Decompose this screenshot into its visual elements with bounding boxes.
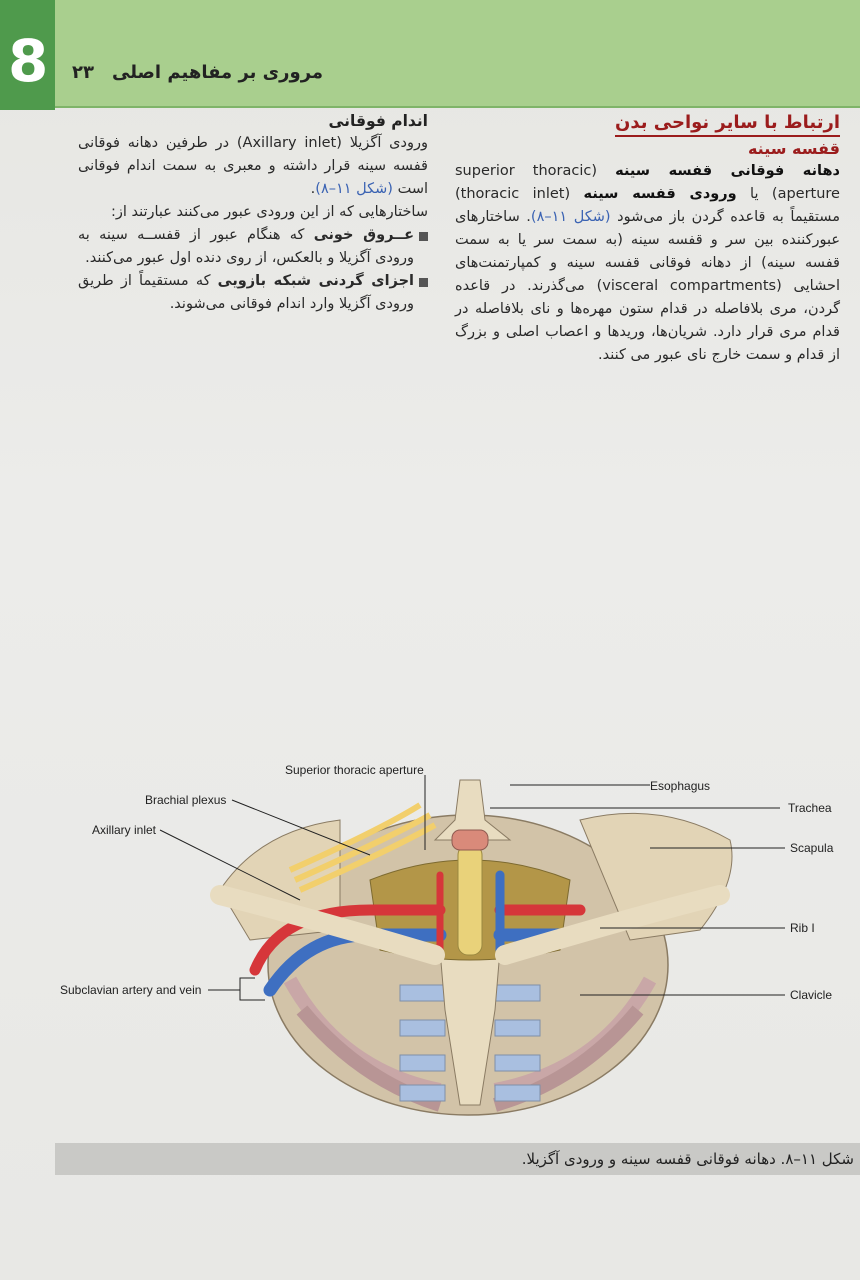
thoracic-aperture-figure xyxy=(40,760,860,1130)
subsection-title-thorax: قفسه سینه xyxy=(747,139,840,158)
label-axillary-inlet: Axillary inlet xyxy=(92,823,157,837)
thorax-paragraph: دهانه فوقانی قفسه سینه (superior thoracic aperture) یا ورودی قفسه سینه (thoracic inlet) مستقیماً به قاعده گردن باز می‌شود (شکل ۱۱–۸). ساختارهای عبورکننده بین سر و قفسه سینه (به سمت سر یا به سمت قفسه سینه) از دهانه فوقانی قفسه سینه و کمپارتمنت‌های احشایی (visceral compartments) می‌گذرند. در قاعده گردن، مری بلافاصله در قدام ستون مهره‌ها و نای بلافاصله در قدام مری قرار دارد. شریان‌ها، وریدها و اعصاب اصلی و بزرگ از قدام و سمت خارج نای عبور می کنند. xyxy=(455,163,840,363)
figure-reference[interactable]: (شکل ۱۱–۸) xyxy=(530,209,611,225)
running-head xyxy=(72,62,323,83)
header-band xyxy=(55,0,860,106)
figure-reference[interactable]: (شکل ۱۱–۸) xyxy=(315,181,393,197)
left-column xyxy=(78,112,428,316)
right-column xyxy=(455,112,840,367)
upper-limb-paragraph: ورودی آگزیلا (Axillary inlet) در طرفین دهانه فوقانی قفسه سینه قرار داشته و معبری به سمت اندام فوقانی است (شکل ۱۱–۸). xyxy=(78,135,428,197)
label-trachea: Trachea xyxy=(788,801,832,815)
esophagus xyxy=(452,830,488,850)
label-brachial-plexus: Brachial plexus xyxy=(145,793,227,807)
label-subclavian-artery-vein: Subclavian artery and vein xyxy=(60,983,202,997)
page-number: ۲۳ xyxy=(72,62,94,83)
trachea xyxy=(458,845,482,955)
subsection-title-upper-limb: اندام فوقانی xyxy=(328,112,428,130)
label-superior-thoracic-aperture: Superior thoracic aperture xyxy=(285,763,424,777)
figure-caption: شکل ۱۱–۸. دهانه فوقانی قفسه سینه و ورودی آگزیلا. xyxy=(521,1150,854,1168)
label-clavicle: Clavicle xyxy=(790,988,833,1002)
header-divider xyxy=(55,106,860,108)
label-scapula: Scapula xyxy=(790,841,834,855)
section-title: ارتباط با سایر نواحی بدن xyxy=(455,112,840,133)
running-title: مروری بر مفاهیم اصلی xyxy=(111,62,324,83)
label-rib-i: Rib I xyxy=(790,921,815,935)
list-item: عــروق خونی که هنگام عبور از قفســه سینه به ورودی آگزیلا و بالعکس، از روی دنده اول عبور می‌کنند. xyxy=(78,224,428,270)
chapter-tab xyxy=(0,0,55,110)
structures-intro: ساختارهایی که از این ورودی عبور می‌کنند عبارتند از: xyxy=(110,204,428,220)
chapter-number: 8 xyxy=(8,27,49,95)
label-esophagus: Esophagus xyxy=(650,779,711,793)
figure-caption-bar xyxy=(55,1143,860,1175)
list-item: اجزای گردنی شبکه بازویی که مستقیماً از طریق ورودی آگزیلا وارد اندام فوقانی می‌شوند. xyxy=(78,270,428,316)
